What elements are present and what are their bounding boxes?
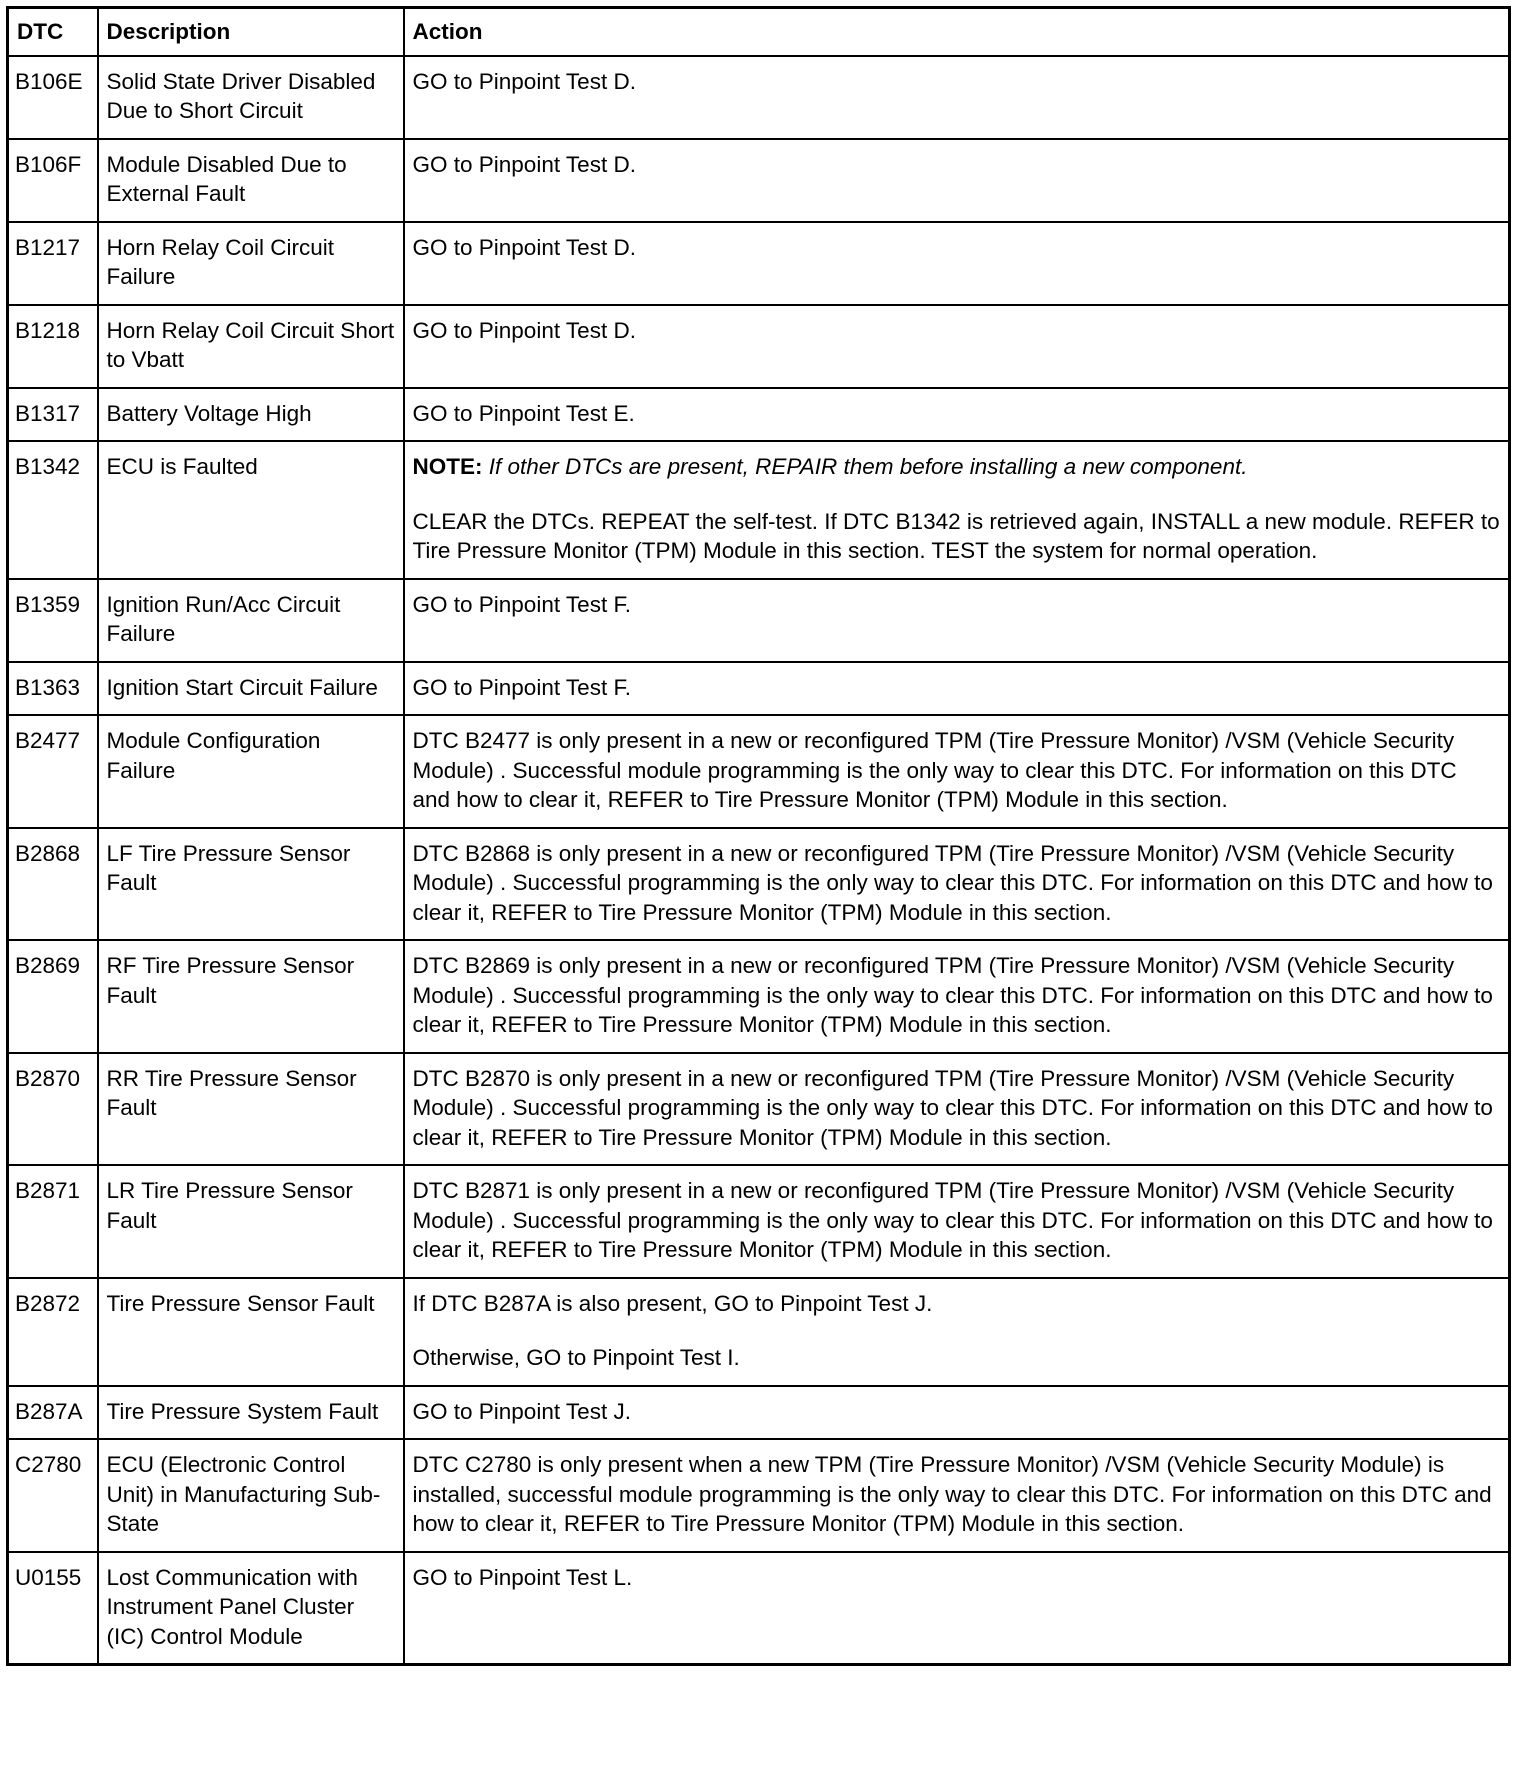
- dtc-action: [404, 56, 1510, 139]
- table-row: [8, 222, 1510, 305]
- dtc-description: Ignition Run/Acc Circuit Failure: [98, 579, 404, 662]
- dtc-action: [404, 940, 1510, 1053]
- dtc-code: B1217: [8, 222, 98, 305]
- table-row: [8, 139, 1510, 222]
- table-row: [8, 1053, 1510, 1166]
- dtc-description: Ignition Start Circuit Failure: [98, 662, 404, 716]
- dtc-code: B2870: [8, 1053, 98, 1166]
- dtc-code: B1317: [8, 388, 98, 442]
- action-paragraph: DTC B2870 is only present in a new or reconfigured TPM (Tire Pressure Monitor) /VSM (Vehicle Security Module) . Successful programming is the only way to clear this DTC. For information on this DTC and how to clear it, REFER to Tire Pressure Monitor (TPM) Module in this section.: [412, 1065, 1493, 1150]
- header-dtc: DTC: [8, 8, 98, 56]
- dtc-action: [404, 222, 1510, 305]
- table-body: [8, 56, 1510, 1665]
- dtc-action: [404, 305, 1510, 388]
- action-paragraph: GO to Pinpoint Test D.: [412, 151, 636, 177]
- dtc-action: [404, 715, 1510, 828]
- dtc-code: C2780: [8, 1439, 98, 1552]
- table-row: [8, 715, 1510, 828]
- dtc-action: [404, 1552, 1510, 1665]
- dtc-description: Tire Pressure Sensor Fault: [98, 1278, 404, 1386]
- dtc-description: Module Disabled Due to External Fault: [98, 139, 404, 222]
- table-row: [8, 579, 1510, 662]
- action-paragraph: DTC B2869 is only present in a new or reconfigured TPM (Tire Pressure Monitor) /VSM (Vehicle Security Module) . Successful programming is the only way to clear this DTC. For information on this DTC and how to clear it, REFER to Tire Pressure Monitor (TPM) Module in this section.: [412, 953, 1493, 1037]
- table-row: [8, 305, 1510, 388]
- dtc-action: [404, 388, 1510, 442]
- dtc-description: Battery Voltage High: [98, 388, 404, 442]
- header-description: Description: [98, 8, 404, 56]
- dtc-description: LF Tire Pressure Sensor Fault: [98, 828, 404, 941]
- dtc-description: RF Tire Pressure Sensor Fault: [98, 940, 404, 1053]
- table-row: [8, 56, 1510, 139]
- dtc-code: B287A: [8, 1386, 98, 1440]
- dtc-table: [6, 6, 1511, 1666]
- action-paragraph: Otherwise, GO to Pinpoint Test I.: [412, 1345, 740, 1370]
- dtc-action: [404, 662, 1510, 716]
- dtc-description: Tire Pressure System Fault: [98, 1386, 404, 1440]
- dtc-code: B1359: [8, 579, 98, 662]
- dtc-action: [404, 1165, 1510, 1278]
- dtc-description: ECU is Faulted: [98, 441, 404, 579]
- dtc-code: B2872: [8, 1278, 98, 1386]
- dtc-code: B2477: [8, 715, 98, 828]
- action-paragraph: GO to Pinpoint Test F.: [412, 591, 631, 617]
- dtc-description: Horn Relay Coil Circuit Short to Vbatt: [98, 305, 404, 388]
- dtc-description: Module Configuration Failure: [98, 715, 404, 828]
- action-paragraph: CLEAR the DTCs. REPEAT the self-test. If DTC B1342 is retrieved again, INSTALL a new module. REFER to Tire Pressure Monitor (TPM) Module in this section. TEST the system for normal operation.: [412, 508, 1500, 563]
- action-paragraph: GO to Pinpoint Test D.: [412, 68, 636, 94]
- table-row: [8, 662, 1510, 716]
- dtc-description: Solid State Driver Disabled Due to Short Circuit: [98, 56, 404, 139]
- table-row: [8, 940, 1510, 1053]
- table-row: [8, 441, 1510, 579]
- table-header-row: [8, 8, 1510, 56]
- dtc-action: [404, 139, 1510, 222]
- dtc-action: [404, 1439, 1510, 1552]
- table-row: [8, 1165, 1510, 1278]
- dtc-code: B1218: [8, 305, 98, 388]
- dtc-code: B2868: [8, 828, 98, 941]
- dtc-code: B2871: [8, 1165, 98, 1278]
- action-note: [413, 452, 1501, 482]
- dtc-action: [404, 1386, 1510, 1440]
- action-paragraph: DTC C2780 is only present when a new TPM (Tire Pressure Monitor) /VSM (Vehicle Security Module) is installed, successful module programming is the only way to clear this DTC. For information on this DTC and how to clear it, REFER to Tire Pressure Monitor (TPM) Module in this section.: [412, 1452, 1492, 1536]
- table-row: [8, 828, 1510, 941]
- dtc-code: B106F: [8, 139, 98, 222]
- dtc-description: Lost Communication with Instrument Panel Cluster (IC) Control Module: [98, 1552, 404, 1665]
- dtc-code: B1342: [8, 441, 98, 579]
- action-paragraph: GO to Pinpoint Test F.: [412, 674, 631, 700]
- table-row: [8, 388, 1510, 442]
- action-paragraph: DTC B2868 is only present in a new or reconfigured TPM (Tire Pressure Monitor) /VSM (Vehicle Security Module) . Successful programming is the only way to clear this DTC. For information on this DTC and how to clear it, REFER to Tire Pressure Monitor (TPM) Module in this section.: [412, 840, 1493, 925]
- dtc-action: [404, 1053, 1510, 1166]
- table-row: [8, 1552, 1510, 1665]
- dtc-action: [404, 1278, 1510, 1386]
- table-row: [8, 1439, 1510, 1552]
- action-paragraph: GO to Pinpoint Test J.: [412, 1398, 631, 1424]
- table-row: [8, 1386, 1510, 1440]
- dtc-code: B2869: [8, 940, 98, 1053]
- header-action: Action: [404, 8, 1510, 56]
- action-paragraph: GO to Pinpoint Test D.: [412, 234, 636, 260]
- action-paragraph: DTC B2871 is only present in a new or reconfigured TPM (Tire Pressure Monitor) /VSM (Vehicle Security Module) . Successful programming is the only way to clear this DTC. For information on this DTC and how to clear it, REFER to Tire Pressure Monitor (TPM) Module in this section.: [412, 1178, 1493, 1262]
- dtc-description: ECU (Electronic Control Unit) in Manufacturing Sub-State: [98, 1439, 404, 1552]
- dtc-code: B1363: [8, 662, 98, 716]
- action-paragraph: GO to Pinpoint Test D.: [412, 317, 636, 343]
- dtc-code: U0155: [8, 1552, 98, 1665]
- dtc-description: RR Tire Pressure Sensor Fault: [98, 1053, 404, 1166]
- action-paragraph: GO to Pinpoint Test E.: [412, 400, 635, 426]
- table-row: [8, 1278, 1510, 1386]
- dtc-action: [404, 828, 1510, 941]
- dtc-action: [404, 441, 1510, 579]
- dtc-description: Horn Relay Coil Circuit Failure: [98, 222, 404, 305]
- note-text: If other DTCs are present, REPAIR them before installing a new component.: [488, 454, 1248, 479]
- action-paragraph: GO to Pinpoint Test L.: [412, 1564, 633, 1590]
- action-paragraph: If DTC B287A is also present, GO to Pinpoint Test J.: [412, 1290, 933, 1316]
- dtc-code: B106E: [8, 56, 98, 139]
- note-label: NOTE:: [412, 454, 483, 479]
- dtc-description: LR Tire Pressure Sensor Fault: [98, 1165, 404, 1278]
- dtc-action: [404, 579, 1510, 662]
- action-paragraph: DTC B2477 is only present in a new or reconfigured TPM (Tire Pressure Monitor) /VSM (Vehicle Security Module) . Successful module programming is the only way to clear this DTC. For information on this DTC and how to clear it, REFER to Tire Pressure Monitor (TPM) Module in this section.: [412, 728, 1457, 812]
